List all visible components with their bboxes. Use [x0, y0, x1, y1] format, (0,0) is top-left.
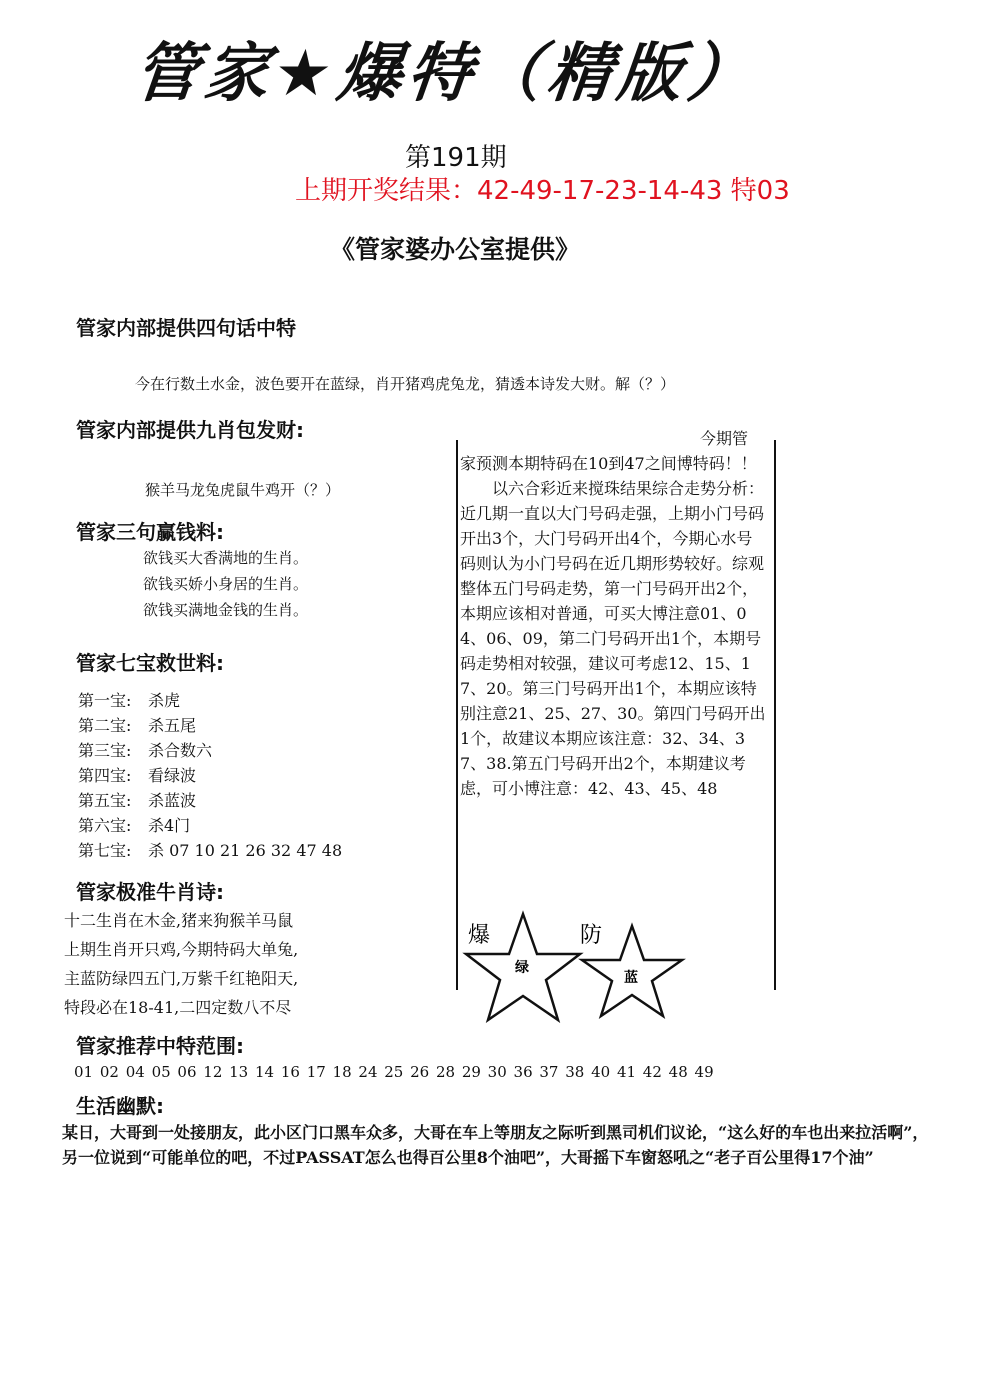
- poem-line: 上期生肖开只鸡,今期特码大单兔,: [64, 940, 299, 959]
- three-sentences-line: 欲钱买娇小身居的生肖。: [143, 575, 309, 593]
- treasure-value: 杀 07 10 21 26 32 47 48: [148, 841, 343, 860]
- treasure-label: 第三宝:: [78, 741, 132, 760]
- star-right-label: 防: [580, 923, 603, 948]
- last-draw-result: 上期开奖结果：42-49-17-23-14-43 特03: [295, 176, 790, 206]
- poem-heading: 管家极准牛肖诗:: [76, 880, 224, 904]
- four-sentences-heading: 管家内部提供四句话中特: [76, 316, 296, 340]
- star-left-label: 爆: [468, 923, 491, 948]
- treasure-label: 第四宝:: [78, 766, 132, 785]
- treasure-value: 杀五尾: [148, 716, 197, 735]
- three-sentences-line: 欲钱买满地金钱的生肖。: [143, 601, 309, 619]
- treasure-value: 杀合数六: [148, 741, 213, 760]
- treasure-label: 第七宝:: [78, 841, 132, 860]
- treasure-value: 杀虎: [148, 691, 181, 710]
- three-sentences-line: 欲钱买大香满地的生肖。: [143, 549, 309, 567]
- provider-line: 《管家婆办公室提供》: [330, 235, 581, 264]
- nine-zodiac-heading: 管家内部提供九肖包发财:: [76, 418, 304, 442]
- poem-line: 十二生肖在木金,猪来狗猴羊马鼠: [64, 911, 294, 930]
- treasure-value: 杀蓝波: [148, 791, 197, 810]
- treasure-label: 第五宝:: [78, 791, 132, 810]
- analysis-body: 以六合彩近来搅珠结果综合走势分析：近几期一直以大门号码走强，上期小门号码开出3个，大门号码开出4个，今期心水号码则认为小门号码在近几期形势较好。综观整体五门号码走势，第一门号码开出2个，本期应该相对普通，可买大博注意01、04、06、09，第二门号码开出1个，本期号码走势相对较强，建议可考虑12、15、17、20。第三门号码开出1个，本期应该特别注意21、25、27、30。第四门号码开出1个，故建议本期应该注意：32、34、37、38.第五门号码开出2个，本期建议考虑，可小博注意：42、43、45、48: [460, 479, 766, 798]
- analysis-intro-a: 今期管: [699, 429, 748, 448]
- treasure-label: 第六宝:: [78, 816, 132, 835]
- range-heading: 管家推荐中特范围:: [76, 1034, 244, 1058]
- treasure-label: 第二宝:: [78, 716, 132, 735]
- nine-zodiac-text: 猴羊马龙兔虎鼠牛鸡开（？）: [145, 481, 341, 499]
- treasure-label: 第一宝:: [78, 691, 132, 710]
- humor-text: 某日，大哥到一处接朋友，此小区门口黑车众多，大哥在车上等朋友之际听到黑司机们议论，“这么好的车也出来拉活啊”，另一位说到“可能单位的吧，不过PASSAT怎么也得百公里8个油吧”，大哥摇下车窗怒吼之“老子百公里得17个油”: [62, 1123, 929, 1167]
- stars-graphic: [460, 908, 700, 1023]
- four-sentences-text: 今在行数土水金，波色要开在蓝绿，肖开猪鸡虎兔龙，猜透本诗发大财。解（？）: [135, 375, 676, 393]
- issue-number: 第191期: [405, 143, 507, 173]
- star-left-inner: 绿: [515, 960, 529, 976]
- masthead-title: 管家★爆特（精版）: [130, 37, 762, 111]
- range-numbers: 01 02 04 05 06 12 13 14 16 17 18 24 25 26 28 29 30 36 37 38 40 41 42 48 49: [74, 1063, 714, 1081]
- poem-line: 主蓝防绿四五门,万紫千红艳阳天,: [64, 969, 299, 988]
- box-left-rule: [456, 440, 458, 990]
- poem-line: 特段必在18-41,二四定数八不尽: [64, 998, 292, 1017]
- treasure-value: 看绿波: [148, 766, 197, 785]
- humor-heading: 生活幽默:: [76, 1094, 164, 1118]
- three-sentences-heading: 管家三句赢钱料:: [76, 520, 224, 544]
- analysis-text: [460, 429, 766, 801]
- analysis-intro-b: 家预测本期特码在10到47之间博特码！！: [460, 454, 757, 473]
- seven-treasures-heading: 管家七宝救世料:: [76, 651, 224, 675]
- box-right-rule: [774, 440, 776, 990]
- star-right-inner: 蓝: [624, 970, 638, 986]
- treasure-value: 杀4门: [148, 816, 191, 835]
